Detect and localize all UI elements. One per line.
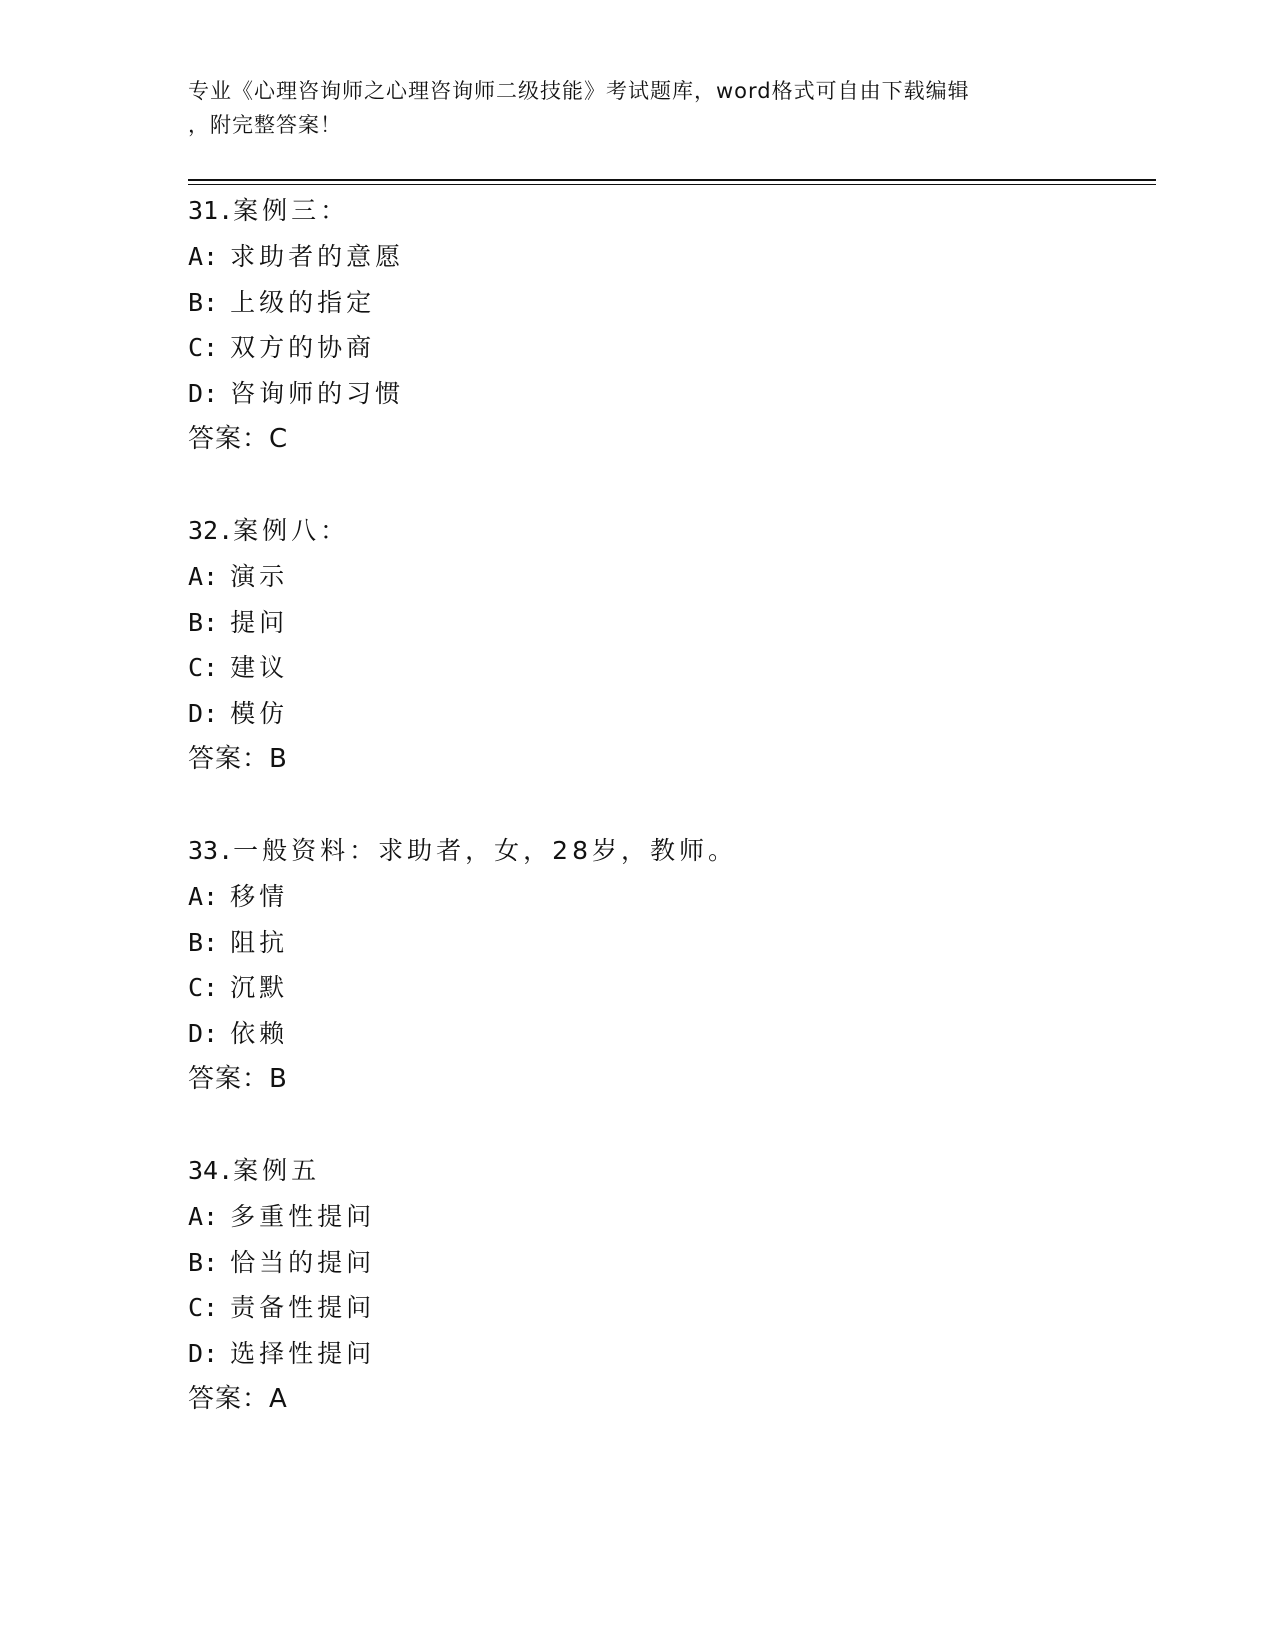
option-letter: B: [188, 607, 219, 637]
option-text: 模仿 [230, 699, 289, 729]
question-stem [188, 508, 1156, 554]
option-text: 责备性提问 [230, 1293, 376, 1323]
option-c [188, 1285, 1156, 1331]
option-letter: D: [188, 1019, 219, 1049]
option-text: 双方的协商 [230, 333, 376, 363]
option-text: 演示 [230, 561, 289, 591]
option-text: 阻抗 [230, 927, 289, 957]
question-33 [188, 828, 1156, 1148]
option-a [188, 1194, 1156, 1240]
answer-line: 答案：A [188, 1383, 288, 1414]
option-text: 提问 [230, 607, 289, 637]
option-text: 上级的指定 [230, 287, 376, 317]
header-line-2: ，附完整答案！ [188, 113, 342, 137]
question-list [188, 188, 1156, 1468]
question-text: 案例八： [233, 516, 350, 545]
answer-line: 答案：B [188, 1063, 288, 1094]
question-number: 34. [188, 1156, 234, 1185]
option-letter: C: [188, 1293, 219, 1323]
option-text: 多重性提问 [230, 1201, 376, 1231]
question-stem [188, 1148, 1156, 1194]
question-stem [188, 188, 1156, 234]
option-b [188, 1240, 1156, 1286]
option-d [188, 1331, 1156, 1377]
question-31 [188, 188, 1156, 508]
answer-line: 答案：B [188, 743, 288, 774]
option-letter: D: [188, 1339, 219, 1369]
question-32 [188, 508, 1156, 828]
option-text: 移情 [230, 881, 289, 911]
document-header [188, 74, 1088, 142]
option-text: 恰当的提问 [230, 1247, 376, 1277]
question-text: 案例五 [233, 1156, 321, 1185]
option-letter: D: [188, 699, 219, 729]
option-letter: C: [188, 653, 219, 683]
option-letter: B: [188, 287, 219, 317]
option-letter: C: [188, 973, 219, 1003]
option-text: 咨询师的习惯 [230, 379, 405, 409]
option-text: 建议 [230, 653, 289, 683]
question-number: 32. [188, 516, 234, 545]
question-34 [188, 1148, 1156, 1468]
option-a [188, 234, 1156, 280]
option-b [188, 600, 1156, 646]
question-text: 案例三： [233, 196, 350, 225]
option-letter: A: [188, 881, 219, 911]
option-d [188, 371, 1156, 417]
option-letter: C: [188, 333, 219, 363]
question-text: 一般资料：求助者，女，28岁，教师。 [233, 836, 737, 865]
option-d [188, 1011, 1156, 1057]
option-text: 依赖 [230, 1019, 289, 1049]
header-line-1: 专业《心理咨询师之心理咨询师二级技能》考试题库，word格式可自由下载编辑 [188, 79, 970, 103]
question-number: 31. [188, 196, 234, 225]
option-d [188, 691, 1156, 737]
option-c [188, 325, 1156, 371]
option-letter: A: [188, 241, 219, 271]
option-a [188, 874, 1156, 920]
question-number: 33. [188, 836, 234, 865]
option-letter: A: [188, 1201, 219, 1231]
option-letter: D: [188, 379, 219, 409]
option-a [188, 554, 1156, 600]
option-letter: B: [188, 927, 219, 957]
option-letter: B: [188, 1247, 219, 1277]
option-letter: A: [188, 561, 219, 591]
answer-line: 答案：C [188, 423, 289, 454]
option-c [188, 645, 1156, 691]
option-b [188, 920, 1156, 966]
question-stem [188, 828, 1156, 874]
header-divider-thick [188, 179, 1156, 181]
option-b [188, 280, 1156, 326]
header-divider-thin [188, 184, 1156, 185]
option-text: 沉默 [230, 973, 289, 1003]
option-text: 选择性提问 [230, 1339, 376, 1369]
option-text: 求助者的意愿 [230, 241, 405, 271]
option-c [188, 965, 1156, 1011]
